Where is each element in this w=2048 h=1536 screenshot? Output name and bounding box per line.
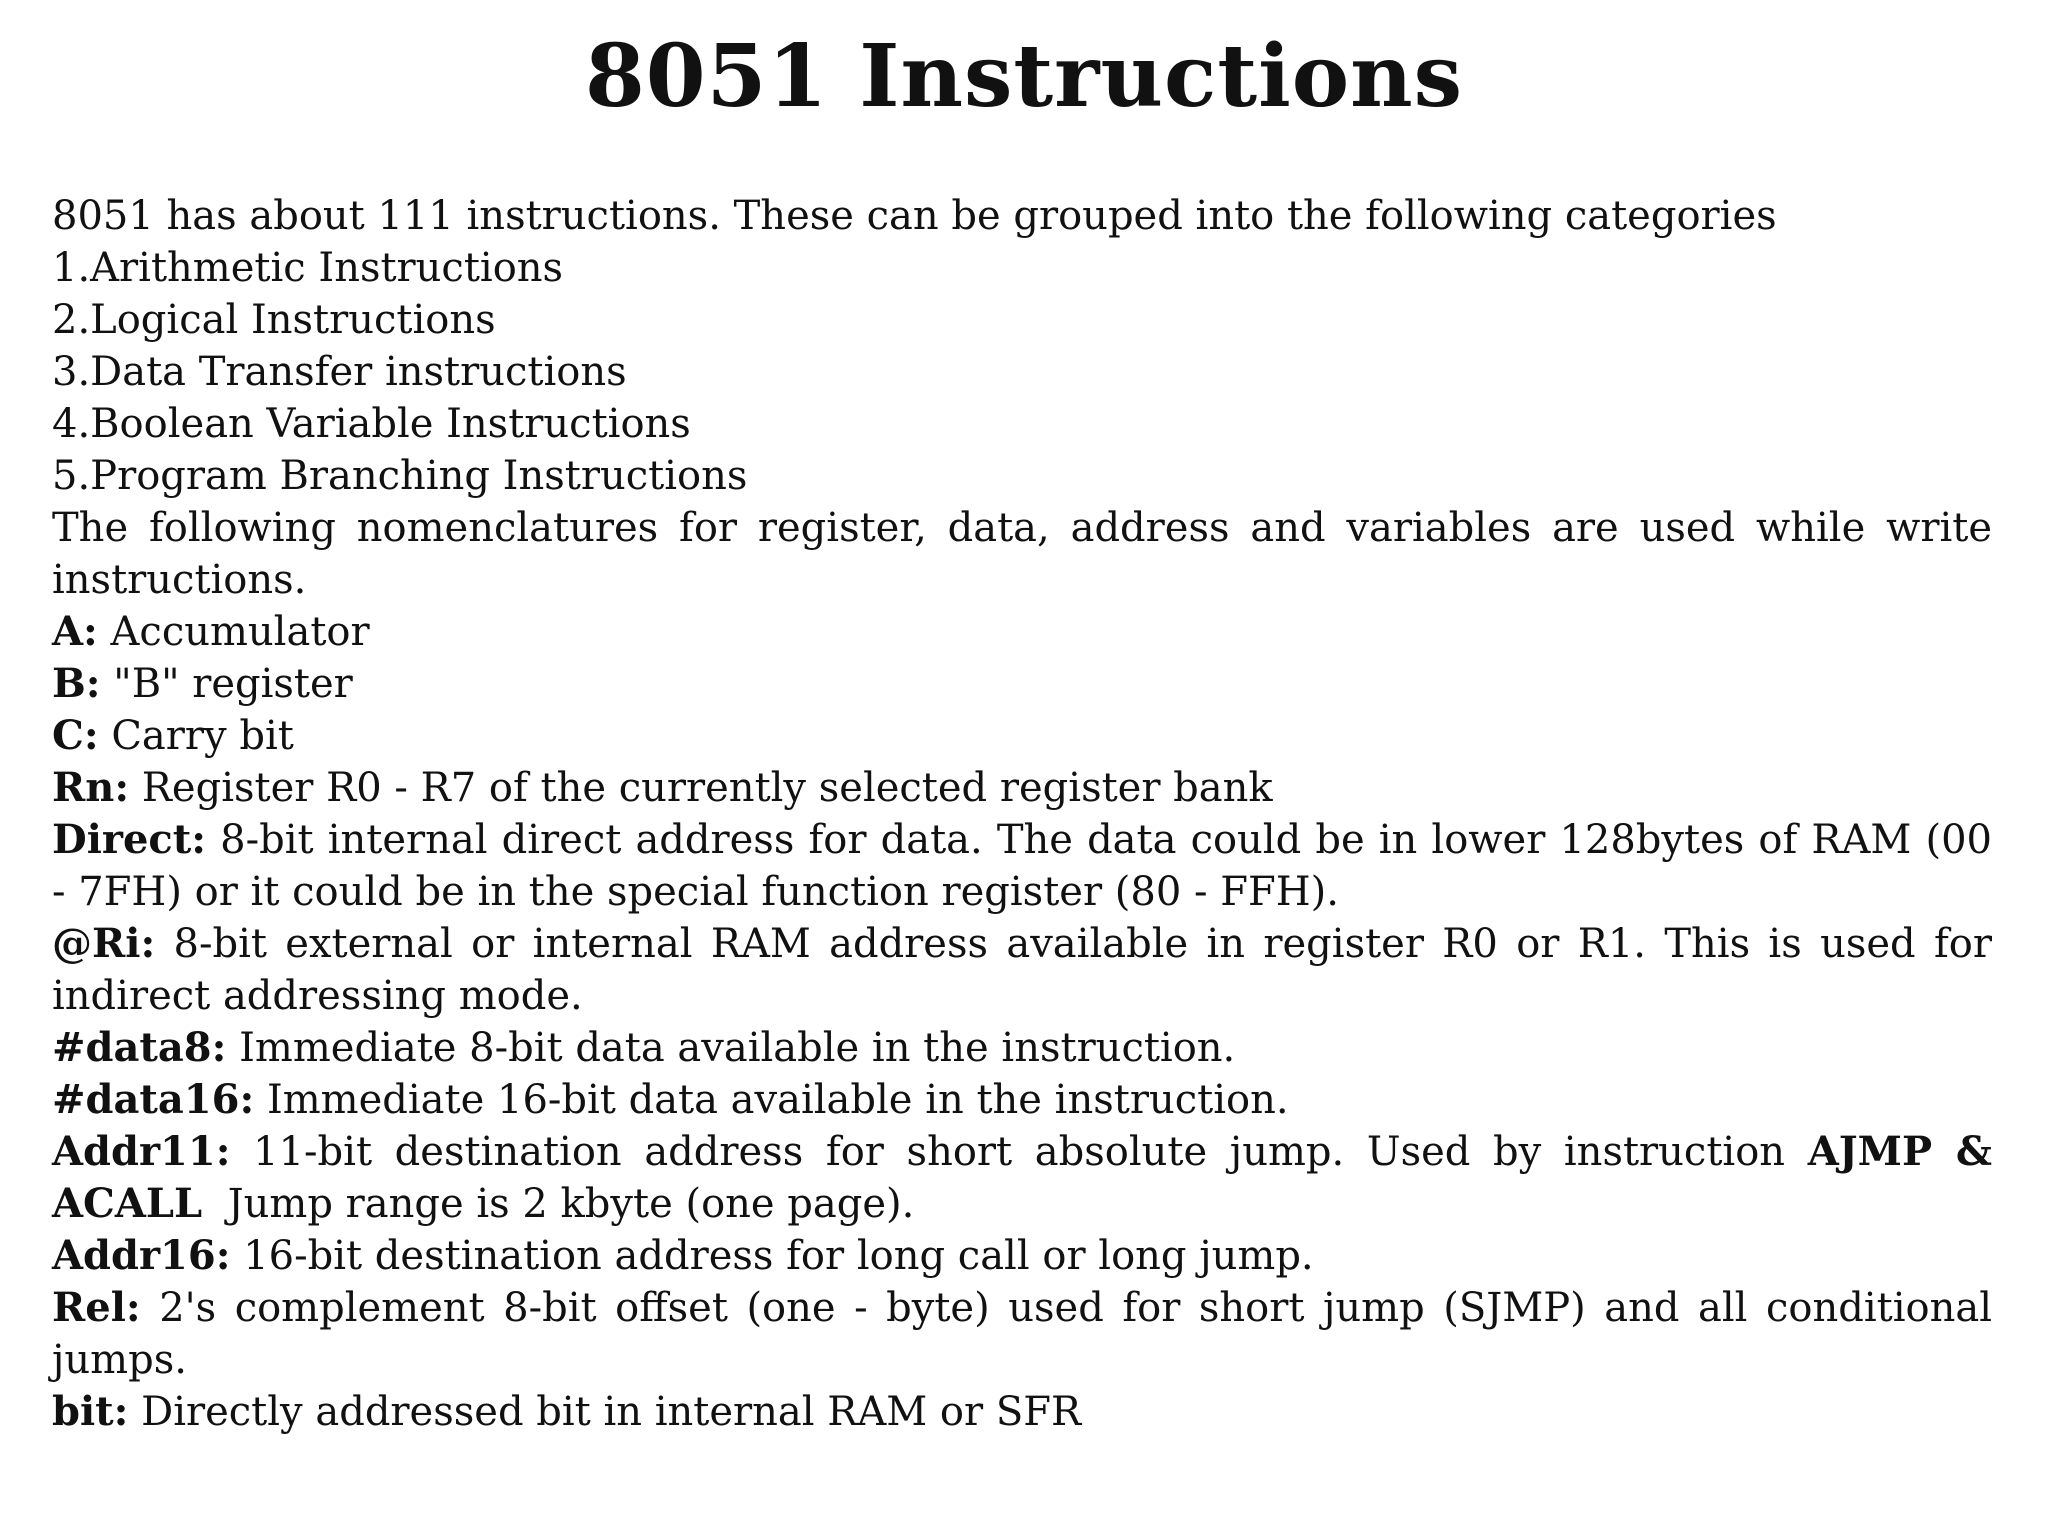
definition-term: Direct: [52, 816, 207, 863]
definition-term: Rn: [52, 764, 130, 811]
definition-text: Register R0 - R7 of the currently selected register bank [129, 765, 1273, 811]
definition-text: "B" register [100, 661, 353, 707]
definition-text: Directly addressed bit in internal RAM or SFR [128, 1389, 1082, 1435]
definition-text: 2's complement 8-bit offset (one - byte) used for short jump (SJMP) and all conditional jumps. [52, 1285, 1992, 1383]
definition-text: 8-bit internal direct address for data. The data could be in lower 128bytes of RAM (00 - 7FH) or it could be in the special function register (80 - FFH). [52, 817, 1992, 915]
category-item: 3.Data Transfer instructions [52, 349, 627, 395]
definition-text: Immediate 16-bit data available in the instruction. [254, 1077, 1289, 1123]
definition-term: B: [52, 660, 101, 707]
definition-text-after: Jump range is 2 kbyte (one page). [202, 1181, 915, 1227]
definition-addr16 [52, 1230, 1992, 1282]
nomenclature-intro: The following nomenclatures for register, data, address and variables are used while write instructions. [52, 505, 1992, 603]
definition-term: bit: [52, 1388, 129, 1435]
definition-term: @Ri: [52, 920, 156, 967]
category-item: 5.Program Branching Instructions [52, 453, 748, 499]
definition-term: Rel: [52, 1284, 141, 1331]
definition-term: C: [52, 712, 99, 759]
definition-addr11 [52, 1126, 1992, 1230]
definition-term: #data16: [52, 1076, 255, 1123]
category-item: 2.Logical Instructions [52, 297, 496, 343]
definition-data16 [52, 1074, 1992, 1126]
category-item: 1.Arithmetic Instructions [52, 245, 564, 291]
definition-term: #data8: [52, 1024, 227, 1071]
definition-ri [52, 918, 1992, 1022]
definition-rel [52, 1282, 1992, 1386]
definition-text: 8-bit external or internal RAM address available in register R0 or R1. This is used for indirect addressing mode. [52, 921, 1992, 1019]
definition-rn [52, 762, 1992, 814]
definition-bit [52, 1386, 1992, 1438]
definition-text: 11-bit destination address for short absolute jump. Used by instruction [230, 1129, 1808, 1175]
definition-term: Addr11: [52, 1128, 231, 1175]
definition-data8 [52, 1022, 1992, 1074]
definition-text: Accumulator [97, 609, 370, 655]
definition-inline-bold: AJMP & ACALL [52, 1128, 1992, 1227]
definition-a [52, 606, 1992, 658]
document-body [52, 190, 1992, 1438]
definition-text: Carry bit [98, 713, 294, 759]
definition-text: Immediate 8-bit data available in the instruction. [226, 1025, 1236, 1071]
page-title: 8051 Instructions [584, 26, 1464, 127]
definition-direct [52, 814, 1992, 918]
definition-term: Addr16: [52, 1232, 231, 1279]
category-item: 4.Boolean Variable Instructions [52, 401, 691, 447]
definition-b [52, 658, 1992, 710]
definition-c [52, 710, 1992, 762]
definition-text: 16-bit destination address for long call or long jump. [230, 1233, 1314, 1279]
definition-term: A: [52, 608, 98, 655]
intro-paragraph: 8051 has about 111 instructions. These can be grouped into the following categories [52, 193, 1777, 239]
